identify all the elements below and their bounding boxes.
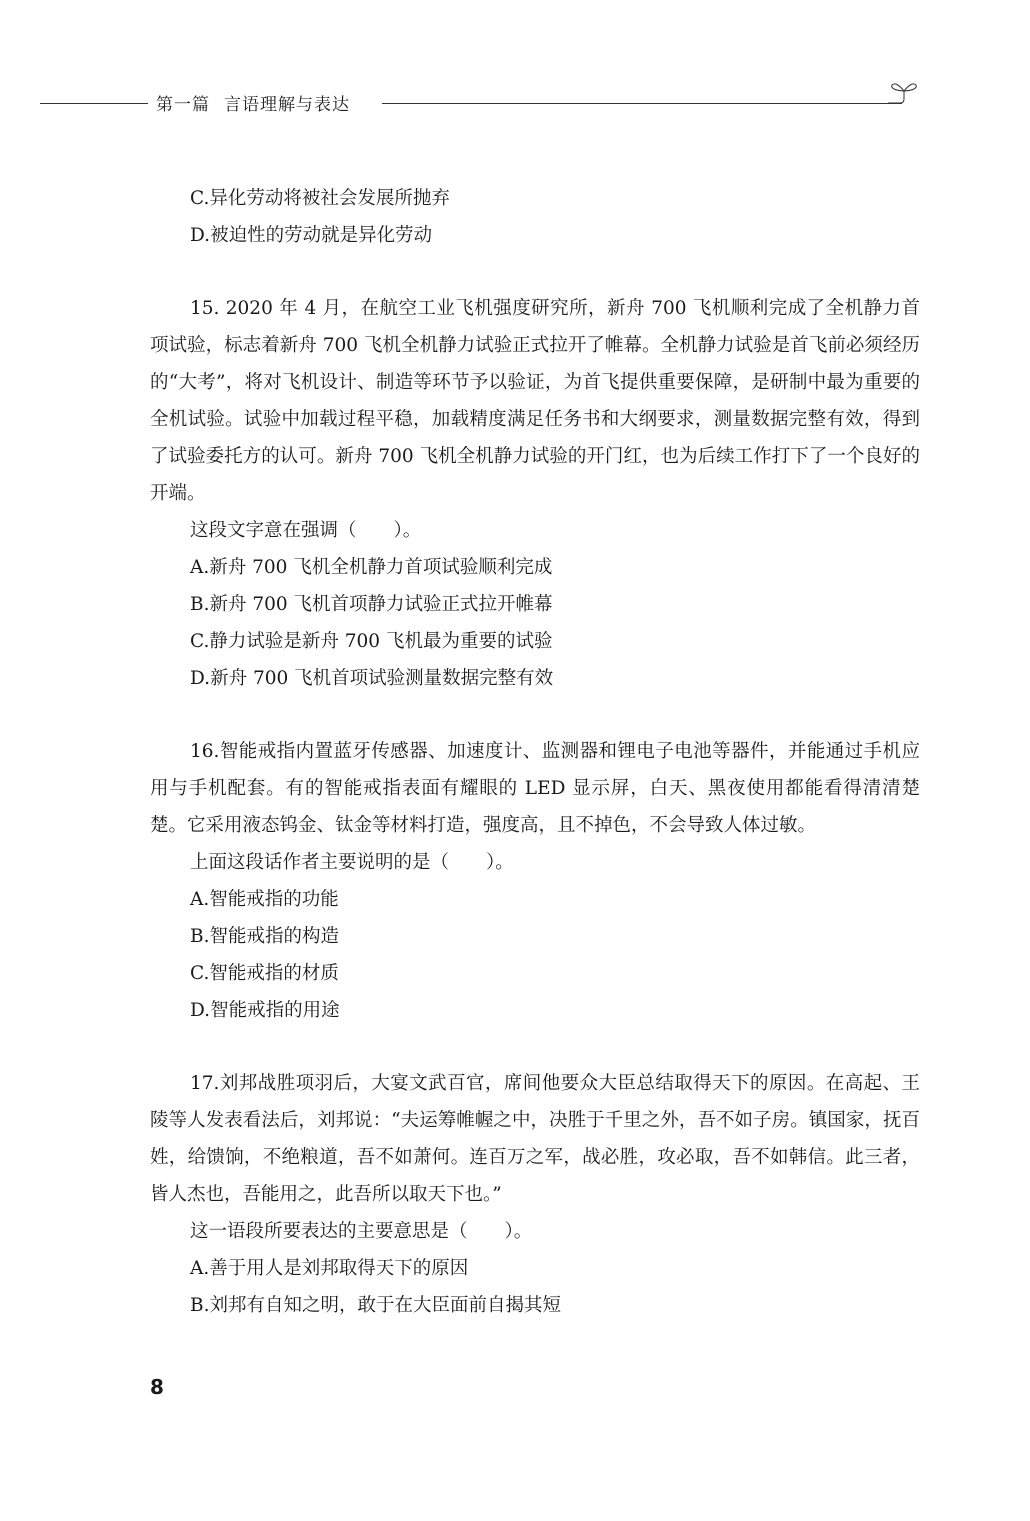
option-b: B.刘邦有自知之明，敢于在大臣面前自揭其短 — [190, 1295, 561, 1316]
question-17 — [150, 1065, 920, 1324]
question-stem: 这一语段所要表达的主要意思是（ ）。 — [190, 1221, 533, 1242]
question-15 — [150, 290, 920, 697]
header-rule-left — [40, 103, 148, 104]
question-passage: 15. 2020 年 4 月，在航空工业飞机强度研究所，新舟 700 飞机顺利完成了全机静力首项试验，标志着新舟 700 飞机全机静力试验正式拉开了帷幕。全机静力试验是首飞前必须经历的“大考”，将对飞机设计、制造等环节予以验证，为首飞提供重要保障，是研制中最为重要的全机试验。试验中加载过程平稳，加载精度满足任务书和大纲要求，测量数据完整有效，得到了试验委托方的认可。新舟 700 飞机全机静力试验的开门红，也为后续工作打下了一个良好的开端。 — [150, 298, 920, 504]
header-rule-right — [382, 103, 902, 104]
option-a: A.新舟 700 飞机全机静力首项试验顺利完成 — [190, 557, 553, 578]
page-number: 8 — [150, 1375, 164, 1399]
question-16 — [150, 733, 920, 1029]
option-c: C.智能戒指的材质 — [190, 963, 339, 984]
prev-option-d: D.被迫性的劳动就是异化劳动 — [190, 225, 433, 246]
question-passage: 17.刘邦战胜项羽后，大宴文武百官，席间他要众大臣总结取得天下的原因。在高起、王陵等人发表看法后，刘邦说：“夫运筹帷幄之中，决胜于千里之外，吾不如子房。镇国家，抚百姓，给馈饷，不绝粮道，吾不如萧何。连百万之军，战必胜，攻必取，吾不如韩信。此三者，皆人杰也，吾能用之，此吾所以取天下也。” — [150, 1073, 920, 1205]
prev-option-c: C.异化劳动将被社会发展所抛弃 — [190, 188, 450, 209]
option-a: A.智能戒指的功能 — [190, 889, 339, 910]
question-passage: 16.智能戒指内置蓝牙传感器、加速度计、监测器和锂电子电池等器件，并能通过手机应用与手机配套。有的智能戒指表面有耀眼的 LED 显示屏，白天、黑夜使用都能看得清清楚楚。它采用液态钨金、钛金等材料打造，强度高，且不掉色，不会导致人体过敏。 — [150, 741, 920, 836]
option-b: B.新舟 700 飞机首项静力试验正式拉开帷幕 — [190, 594, 553, 615]
option-b: B.智能戒指的构造 — [190, 926, 339, 947]
question-stem: 上面这段话作者主要说明的是（ ）。 — [190, 852, 514, 873]
option-d: D.新舟 700 飞机首项试验测量数据完整有效 — [190, 668, 554, 689]
question-stem: 这段文字意在强调（ ）。 — [190, 520, 422, 541]
option-c: C.静力试验是新舟 700 飞机最为重要的试验 — [190, 631, 553, 652]
header-section: 言语理解与表达 — [224, 95, 350, 115]
option-a: A.善于用人是刘邦取得天下的原因 — [190, 1258, 469, 1279]
option-d: D.智能戒指的用途 — [190, 1000, 340, 1021]
sprout-icon — [886, 78, 926, 108]
header-part: 第一篇 — [156, 95, 210, 115]
page-content — [150, 180, 920, 1324]
header-title — [156, 90, 350, 115]
running-header — [0, 84, 1030, 124]
